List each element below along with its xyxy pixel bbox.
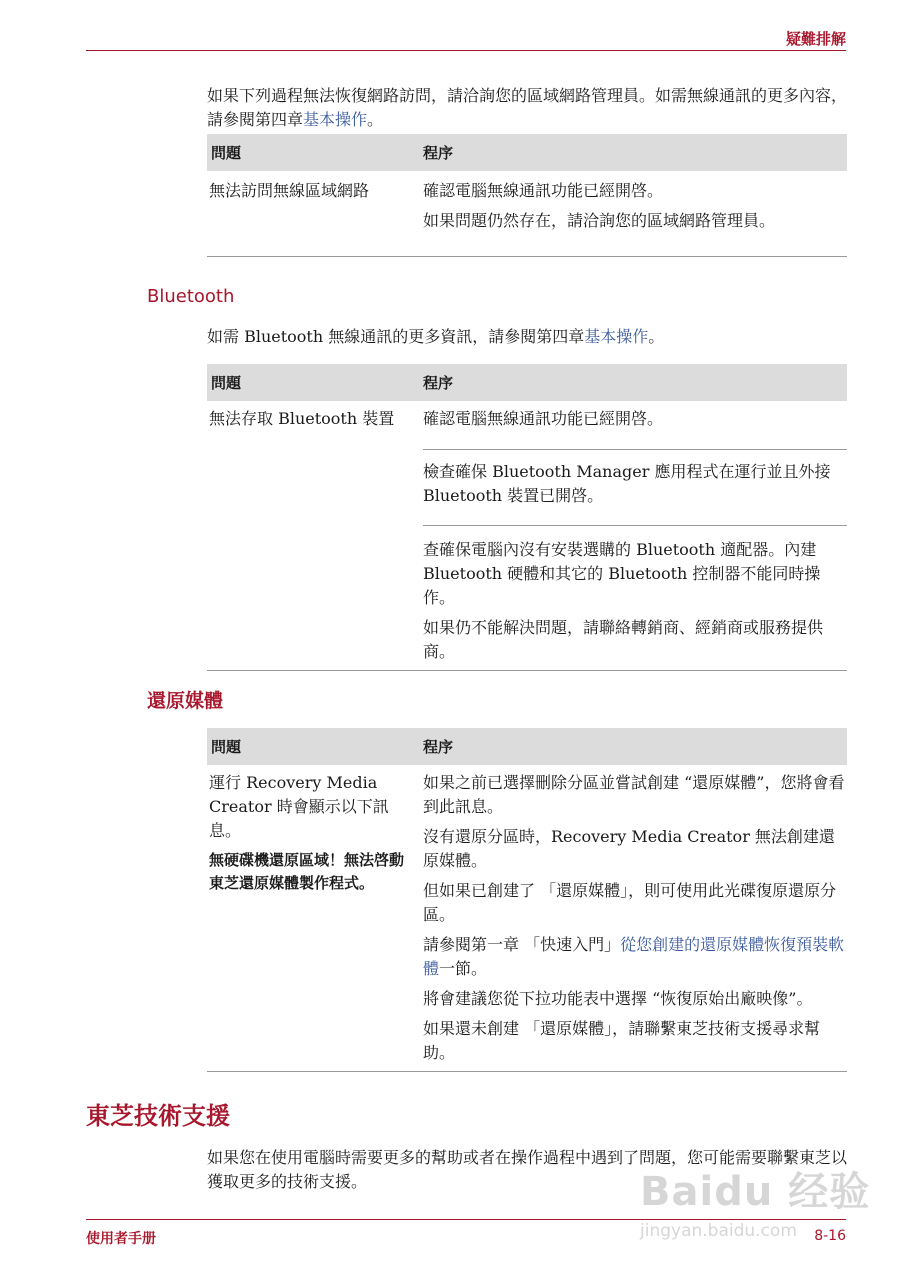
basic-operation-link[interactable]: 基本操作	[303, 110, 368, 129]
header-problem: 問題	[211, 738, 242, 756]
header-problem: 問題	[211, 374, 242, 392]
procedure-step: 沒有還原分區時，Recovery Media Creator 無法創建還原媒體。	[423, 827, 835, 870]
wireless-lan-table	[207, 134, 847, 257]
problem-cell: 無法存取 Bluetooth 裝置	[209, 409, 395, 428]
procedure-step: 請參閱第一章 「快速入門」從您創建的還原媒體恢復預裝軟體一節。	[423, 935, 845, 978]
header-procedure: 程序	[423, 374, 454, 392]
basic-operation-link[interactable]: 基本操作	[584, 327, 649, 346]
header-procedure: 程序	[423, 144, 454, 162]
procedure-step: 如果之前已選擇刪除分區並嘗試創建 “還原媒體”，您將會看到此訊息。	[423, 773, 845, 816]
recovery-section-title: 還原媒體	[147, 690, 224, 712]
watermark-url: jingyan.baidu.com	[640, 1221, 797, 1241]
restore-preinstalled-software-link[interactable]: 從您創建的還原媒體恢復預裝軟體	[423, 935, 845, 978]
procedure-step: 確認電腦無線通訊功能已經開啓。	[423, 409, 664, 428]
running-header-title: 疑難排解	[785, 30, 846, 48]
procedure-step: 但如果已創建了 「還原媒體」，則可使用此光碟復原還原分區。	[423, 881, 837, 924]
page-number: 8-16	[814, 1228, 846, 1244]
footer-rule	[86, 1219, 846, 1220]
table-row	[207, 401, 847, 671]
bluetooth-table	[207, 364, 847, 671]
procedure-step-group	[423, 525, 847, 670]
procedure-step: 確認電腦無線通訊功能已經開啓。	[423, 181, 664, 200]
header-problem: 問題	[211, 144, 242, 162]
procedure-cell	[417, 771, 847, 1071]
procedure-step: 查確保電腦內沒有安裝選購的 Bluetooth 適配器。內建 Bluetooth 硬體和其它的 Bluetooth 控制器不能同時操作。	[423, 540, 821, 607]
network-intro-paragraph: 如果下列過程無法恢復網路訪問，請洽詢您的區域網路管理員。如需無線通訊的更多內容，請參閱第四章基本操作。	[207, 86, 848, 129]
table-header-row	[207, 134, 847, 171]
network-intro-text: 如果下列過程無法恢復網路訪問，請洽詢您的區域網路管理員。如需無線通訊的更多內容，請參閱第四章	[207, 86, 848, 129]
bluetooth-intro-paragraph: 如需 Bluetooth 無線通訊的更多資訊，請參閱第四章基本操作。	[207, 327, 665, 346]
support-paragraph: 如果您在使用電腦時需要更多的幫助或者在操作過程中遇到了問題，您可能需要聯繫東芝以獲取更多的技術支援。	[207, 1148, 848, 1191]
procedure-cell	[417, 407, 847, 670]
procedure-step: 如果還未創建 「還原媒體」，請聯繫東芝技術支援尋求幫助。	[423, 1019, 821, 1062]
procedure-step: 將會建議您從下拉功能表中選擇 “恢復原始出廠映像”。	[423, 989, 813, 1008]
error-message: 無硬碟機還原區域！無法啓動東芝還原媒體製作程式。	[209, 851, 405, 892]
watermark-brand: Baidu 经验	[640, 1169, 871, 1215]
table-row	[207, 765, 847, 1072]
bluetooth-section-title: Bluetooth	[147, 286, 235, 307]
header-rule	[86, 50, 846, 51]
procedure-step: 如果仍不能解決問題，請聯絡轉銷商、經銷商或服務提供商。	[423, 618, 824, 661]
table-header-row	[207, 364, 847, 401]
procedure-step: 檢查確保 Bluetooth Manager 應用程式在運行並且外接 Bluetooth 裝置已開啓。	[423, 449, 847, 525]
support-section-title: 東芝技術支援	[86, 1102, 230, 1130]
table-row	[207, 171, 847, 257]
problem-cell	[207, 771, 417, 1071]
footer-manual-title: 使用者手册	[86, 1231, 156, 1247]
problem-text: 運行 Recovery Media Creator 時會顯示以下訊息。	[209, 773, 389, 840]
procedure-step: 如果問題仍然存在，請洽詢您的區域網路管理員。	[423, 211, 776, 230]
procedure-cell	[417, 179, 847, 256]
recovery-table	[207, 728, 847, 1072]
problem-cell: 無法訪問無線區域網路	[209, 181, 370, 200]
header-procedure: 程序	[423, 738, 454, 756]
table-header-row	[207, 728, 847, 765]
